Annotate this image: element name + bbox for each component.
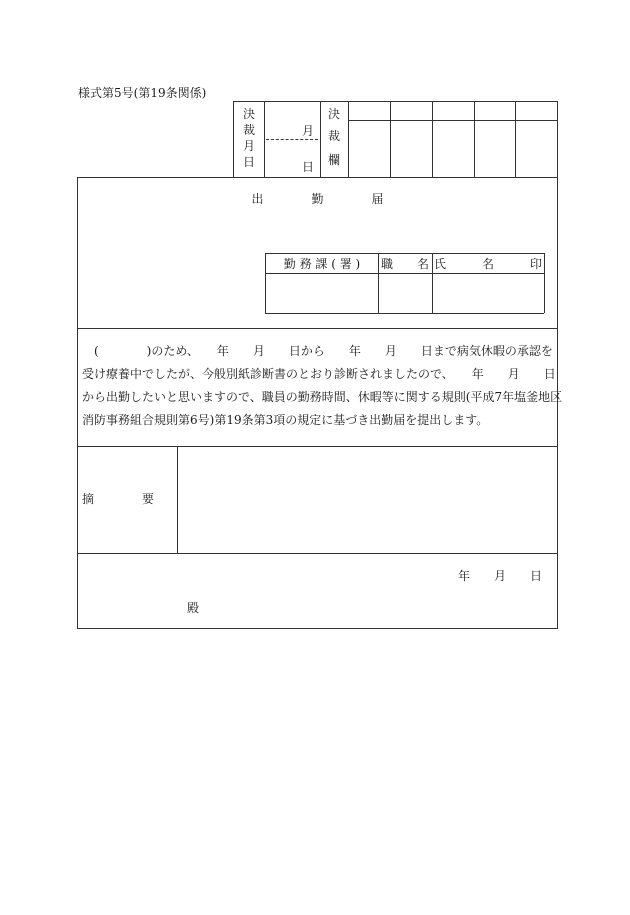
remarks-field[interactable] bbox=[178, 447, 556, 552]
name-seal-header: 氏 名 印 bbox=[434, 257, 543, 271]
approval-day-label: 日 bbox=[302, 160, 315, 174]
approval-stamp-cell[interactable] bbox=[433, 121, 473, 176]
body-line: ( )のため、 年 月 日から 年 月 日まで病気休暇の承認を bbox=[94, 344, 553, 358]
addressee-suffix: 殿 bbox=[187, 601, 200, 615]
remarks-label: 摘 要 bbox=[82, 492, 155, 506]
addressee-field[interactable] bbox=[82, 596, 182, 618]
position-header: 職 名 bbox=[380, 257, 429, 271]
position-field[interactable] bbox=[379, 274, 431, 312]
approval-month-label: 月 bbox=[302, 124, 315, 138]
form-number-label: 様式第5号(第19条関係) bbox=[78, 86, 207, 100]
submission-date[interactable]: 年 月 日 bbox=[458, 569, 543, 583]
approval-stamp-cell[interactable] bbox=[516, 121, 556, 176]
body-line: から出勤したいと思いますので、職員の勤務時間、休暇等に関する規則(平成7年塩釜地区 bbox=[82, 390, 563, 404]
approval-stamp-cell[interactable] bbox=[349, 121, 389, 176]
department-field[interactable] bbox=[266, 274, 377, 312]
body-line: 受け療養中でしたが、今般別紙診断書のとおり診断されましたので、 年 月 日 bbox=[82, 367, 556, 381]
approval-stamp-cell[interactable] bbox=[475, 121, 514, 176]
page-title: 出 勤 届 bbox=[251, 192, 384, 206]
department-header: 勤 務 課 ( 署 ) bbox=[283, 257, 361, 271]
body-line: 消防事務組合規則第6号)第19条第3項の規定に基づき出勤届を提出します。 bbox=[82, 413, 489, 427]
approval-stamp-cell[interactable] bbox=[391, 121, 431, 176]
body-paragraph bbox=[82, 340, 563, 432]
name-field[interactable] bbox=[433, 274, 543, 312]
